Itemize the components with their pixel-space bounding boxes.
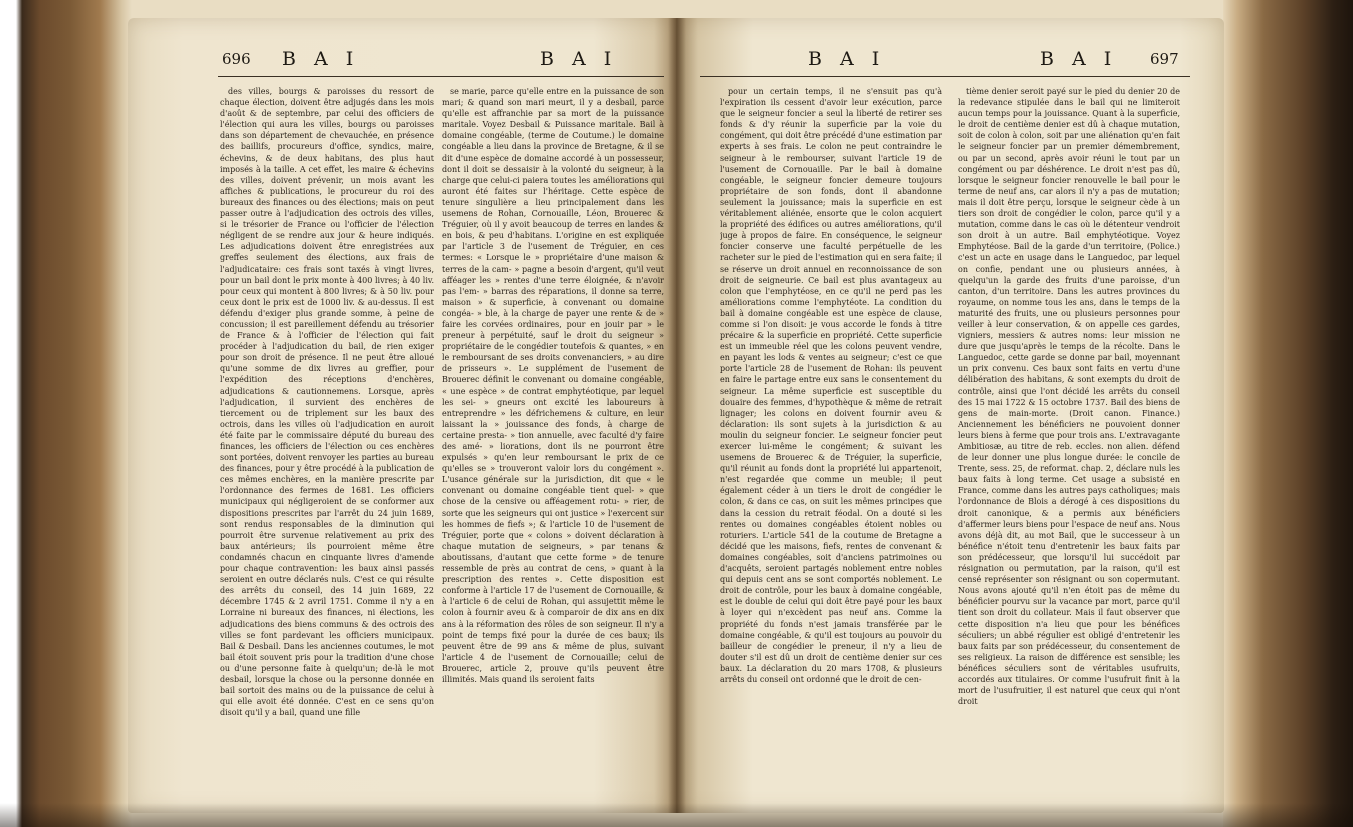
right-column-1 — [720, 86, 942, 808]
left-column-2-text: se marie, parce qu'elle entre en la puissance de son mari; & quand son mari meurt, il y a desbail, parce qu'elle est affranchie par sa mort de la puissance maritale. Voyez Desbail & Puissance maritale. Bail à domaine congéable, (terme de Coutume.) le domaine congéable a lieu dans la province de Bretagne, & il se dit d'une espèce de domaine accordé à un possesseur, dont il doit se dessaisir à la volonté du seigneur, à la charge que celui-ci paiera toutes les améliorations qui auront été faites sur l'héritage. Cette espèce de tenure singulière a lieu principalement dans les usemens de Rohan, Cornouaille, Léon, Brouerec & Tréguier, où il y avoit beaucoup de terres en landes & en bois, & peu d'habitans. L'origine en est expliquée par l'article 3 de l'usement de Tréguier, en ces termes: « Lorsque le » propriétaire d'une maison & terres de la cam- » pagne a besoin d'argent, qu'il veut afféager les » rentes d'une terre éloignée, & n'avoir pas l'em- » barras des réparations, il donne sa terre, maison » & superficie, à convenant ou domaine congéa- » ble, à la charge de payer une rente & de » faire les corvées ordinaires, pour en jouir par » le preneur à perpétuité, sauf le droit du seigneur » propriétaire de le congédier toutefois & quantes, » en le remboursant de ses droits convenanciers, » au dire de prisseurs ». Le supplément de l'usement de Brouerec définit le convenant ou domaine congéable, « une espèce » de contrat emphytéotique, par lequel les sei- » gneurs ont excité les laboureurs à entreprendre » les défrichemens & culture, en leur laissant la » jouissance des fonds, à charge de certaine presta- » tion annuelle, avec faculté d'y faire des amé- » liorations, dont ils ne pourront être expulsés » qu'en leur remboursant le prix de ce qu'elles se » trouveront valoir lors du congément ». L'usance générale sur la jurisdiction, dit que « le convenant ou domaine congéable tient quel- » que chose de la censive ou afféagement rotu- » rier, de sorte que les seigneurs qui ont justice » l'exercent sur les hommes de fiefs »; & l'article 10 de l'usement de Tréguier, porte que « colons » doivent déclaration à chaque mutation de seigneurs, » par tenans & aboutissans, d'autant que cette forme » de tenure ressemble de près au contrat de cens, » quant à la prescription des rentes ». Cette disposition est conforme à l'article 17 de l'usement de Cornouaille, & à l'article 6 de celui de Rohan, qui assujettit même le colon à fournir aveu & à comparoir de dix ans en dix ans à la réformation des rôles de son seigneur. Il n'y a point de temps fixé pour la durée de ces baux; ils peuvent être de 99 ans & même de plus, suivant l'article 4 de l'usement de Cornouaille; celui de Brouerec, article 2, prouve qu'ils peuvent être illimités. Mais quand ils seroient faits — [442, 87, 664, 684]
right-page-number: 697 — [1150, 50, 1179, 68]
right-running-head-2: B A I — [1040, 48, 1118, 70]
left-page-number: 696 — [222, 50, 251, 68]
bottom-shadow — [0, 803, 1353, 827]
left-running-head-1: B A I — [282, 48, 360, 70]
left-header-rule — [218, 76, 664, 77]
right-column-2 — [958, 86, 1180, 808]
book-fore-edge — [1223, 0, 1353, 827]
book-gutter — [668, 18, 686, 813]
right-column-1-text: pour un certain temps, il ne s'ensuit pas qu'à l'expiration ils cessent d'avoir leur exécution, parce que le seigneur foncier a seul la liberté de retirer ses fonds & d'y réunir la superficie par la voie du congément, qui doit être précédé d'une estimation par experts à ses frais. Le colon ne peut contraindre le seigneur à le rembourser, suivant l'article 19 de l'usement de Cornouaille. Par le bail à domaine congéable, le seigneur foncier demeure toujours propriétaire de son fonds, dont il abandonne seulement la jouissance; mais la superficie en est véritablement aliénée, ensorte que le colon acquiert la propriété des édifices ou autres améliorations, qu'il juge à propos de faire. En conséquence, le seigneur foncier conserve une faculté perpétuelle de les racheter sur le pied de l'estimation qui en sera faite; il se réserve un droit annuel en reconnoissance de son droit de seigneurie. Ce bail est plus avantageux au colon que l'emphytéose, en ce qu'il ne perd pas les améliorations comme l'emphytéote. La condition du bail à domaine congéable est une espèce de clause, comme si l'on disoit: je vous accorde le fonds à titre précaire & la superficie en propriété. Cette superficie est un immeuble réel que les colons peuvent vendre, en payant les lods & ventes au seigneur; c'est ce que porte l'article 28 de l'usement de Rohan: ils peuvent en faire le partage entre eux sans le consentement du seigneur. La même superficie est susceptible du douaire des femmes, d'hypothèque & même de retrait lignager; les colons en doivent fournir aveu & déclaration: ils sont sujets à la jurisdiction & au moulin du seigneur foncier. Le seigneur foncier peut exercer lui-même le congément; & suivant les usemens de Brouerec & de Tréguier, la superficie, qu'il réunit au fonds dont la propriété lui appartenoit, n'est regardée que comme un meuble; il peut également céder à un tiers le droit de congédier le colon, & dans ce cas, on suit les mêmes principes que dans la cession du retrait féodal. On a douté si les rentes ou domaines congéables étoient nobles ou roturiers. L'article 541 de la coutume de Bretagne a décidé que les maisons, fiefs, rentes de convenant & domaines congéables, soit d'anciens patrimoines ou d'acquêts, seroient partagés noblement entre nobles qui depuis cent ans se sont comportés noblement. Le droit de contrôle, pour les baux à domaine congéable, est le double de celui qui doit être payé pour les baux à loyer qui n'excèdent pas neuf ans. Comme la propriété du fonds n'est jamais transférée par le domaine congéable, & qu'il est toujours au pouvoir du bailleur de congédier le preneur, il n'y a lieu de douter s'il est dû un droit de centième denier sur ces baux. La déclaration du 20 mars 1708, & plusieurs arrêts du conseil ont ordonné que le droit de cen- — [720, 87, 942, 684]
left-column-1 — [220, 86, 434, 808]
right-running-head-1: B A I — [808, 48, 886, 70]
left-column-2 — [442, 86, 664, 808]
left-running-head-2: B A I — [540, 48, 618, 70]
left-column-1-text: des villes, bourgs & paroisses du ressort de chaque élection, doivent être adjugés dans les mois d'août & de septembre, par celui des officiers de l'élection qui aura les villes, bourgs ou paroisses dans son département de chevauchée, en présence des baillifs, procureurs d'office, syndics, maire, échevins, & de deux habitans, des plus haut imposés à la taille. A cet effet, les maire & échevins des villes, doivent prévenir, un mois avant les affiches & publications, le procureur du roi des bureaux des finances ou des élections; mais on peut passer outre à l'adjudication des octrois des villes, si le trésorier de France ou l'officier de l'élection négligent de se rendre aux jour & heure indiqués. Les adjudications doivent être enregistrées aux greffes seulement des élections, aux frais de l'adjudicataire: ces frais sont taxés à vingt livres, pour un bail dont le prix monte à 400 livres; à 40 liv. pour ceux qui montent à 800 livres; & à 50 liv. pour ceux dont le prix est de 1000 liv. & au-dessus. Il est défendu d'exiger plus grande somme, à peine de concussion; il est pareillement défendu au trésorier de France & à l'officier de l'élection qui fait procéder à l'adjudication du bail, de rien exiger pour son droit de présence. Il ne peut être alloué qu'une somme de dix livres au greffier, pour l'expédition des réceptions d'enchères, adjudications & cautionnemens. Lorsque, après l'adjudication, il survient des enchères de tiercement ou de triplement sur les baux des octrois, dans les villes où l'adjudication en auroit été faite par le commissaire député du bureau des finances, les officiers de l'élection ou ces enchères sont portées, doivent renvoyer les parties au bureau des finances, pour y être procédé à la publication de ces mêmes enchères, en la manière prescrite par l'ordonnance des fermes de 1681. Les officiers municipaux qui négligeroient de se conformer aux dispositions prescrites par l'arrêt du 24 juin 1689, sont rendus responsables de la diminution qui pourroit être survenue relativement au prix des baux antérieurs; ils pourroient même être condamnés chacun en cinquante livres d'amende pour chaque contravention: les baux ainsi passés seroient en outre déclarés nuls. C'est ce qui résulte des arrêts du conseil, des 14 juin 1689, 22 décembre 1745 & 2 avril 1751. Comme il n'y a en Lorraine ni bureaux des finances, ni élections, les adjudications des biens communs & des octrois des villes se font pardevant les officiers municipaux. Bail & Desbail. Dans les anciennes coutumes, le mot bail étoit souvent pris pour la tradition d'une chose ou d'une personne faite à quelqu'un; de-là le mot desbail, lorsque la chose ou la personne donnée en bail sortoit des mains ou de la puissance de celui à qui elle avoit été donnée. C'est en ce sens qu'on disoit qu'il y a bail, quand une fille — [220, 87, 434, 718]
right-header-rule — [700, 76, 1190, 77]
right-column-2-text: tième denier seroit payé sur le pied du denier 20 de la redevance stipulée dans le bail qui ne limiteroit aucun temps pour la jouissance. Quant à la superficie, le droit de centième denier est dû à chaque mutation, soit de colon à colon, soit par une aliénation qu'en fait le seigneur foncier par un premier démembrement, ou par un second, après avoir réuni le tout par un congément ou par déshérence. Le droit n'est pas dû, lorsque le seigneur foncier renouvelle le bail pour le terme de neuf ans, car alors il n'y a pas de mutation; mais il doit être perçu, lorsque le seigneur cède à un tiers son droit de congédier le colon, parce qu'il y a mutation, comme dans le cas où le détenteur vendroit son droit à un autre. Bail emphytéotique. Voyez Emphytéose. Bail de la garde d'un territoire, (Police.) c'est un acte en usage dans le Languedoc, par lequel on confie, pendant une ou plusieurs années, à quelqu'un la garde des fruits d'une paroisse, d'un canton, d'un territoire. Dans les autres provinces du royaume, on nomme tous les ans, dans le temps de la maturité des fruits, une ou plusieurs personnes pour veiller à leur conservation, & on appelle ces gardes, vigniers, messiers & autres noms: leur mission ne dure que jusqu'après le temps de la récolte. Dans le Languedoc, cette garde se donne par bail, moyennant un prix convenu. Ces baux sont faits en vertu d'une délibération des habitans, & sont exempts du droit de contrôle, ainsi que l'ont décidé les arrêts du conseil des 15 mai 1722 & 15 octobre 1737. Bail des biens de gens de main-morte. (Droit canon. Finance.) Anciennement les bénéficiers ne pouvoient donner leurs biens à ferme que pour trois ans. L'extravagante Ambitiosæ, au titre de reb. eccles. non alien. défend de leur donner une plus longue durée: le concile de Trente, sess. 25, de reformat. chap. 2, déclare nuls les baux faits à long terme. Cet usage a subsisté en France, comme dans les autres pays catholiques; mais l'ordonnance de Blois a dérogé à ces dispositions du droit canonique, & a permis aux bénéficiers d'affermer leurs biens pour l'espace de neuf ans. Nous avons déjà dit, au mot Bail, que le successeur à un bénéfice n'étoit tenu d'entretenir les baux faits par son prédécesseur, que lorsqu'il lui succédoit par résignation ou permutation, par la raison, qu'il est censé représenter son résignant ou son copermutant. Nous avons ajouté qu'il n'en étoit pas de même du bénéficier pourvu sur la vacance par mort, parce qu'il tient son droit du collateur. Mais il faut observer que cette disposition n'a lieu que pour les bénéfices séculiers; un abbé régulier est obligé d'entretenir les baux faits par son prédécesseur, du consentement de ses religieux. La raison de différence est sensible; les bénéfices séculiers sont de véritables usufruits, accordés aux titulaires. Or comme l'usufruit finit à la mort de l'usufruitier, il est naturel que ceux qui n'ont droit — [958, 87, 1180, 707]
